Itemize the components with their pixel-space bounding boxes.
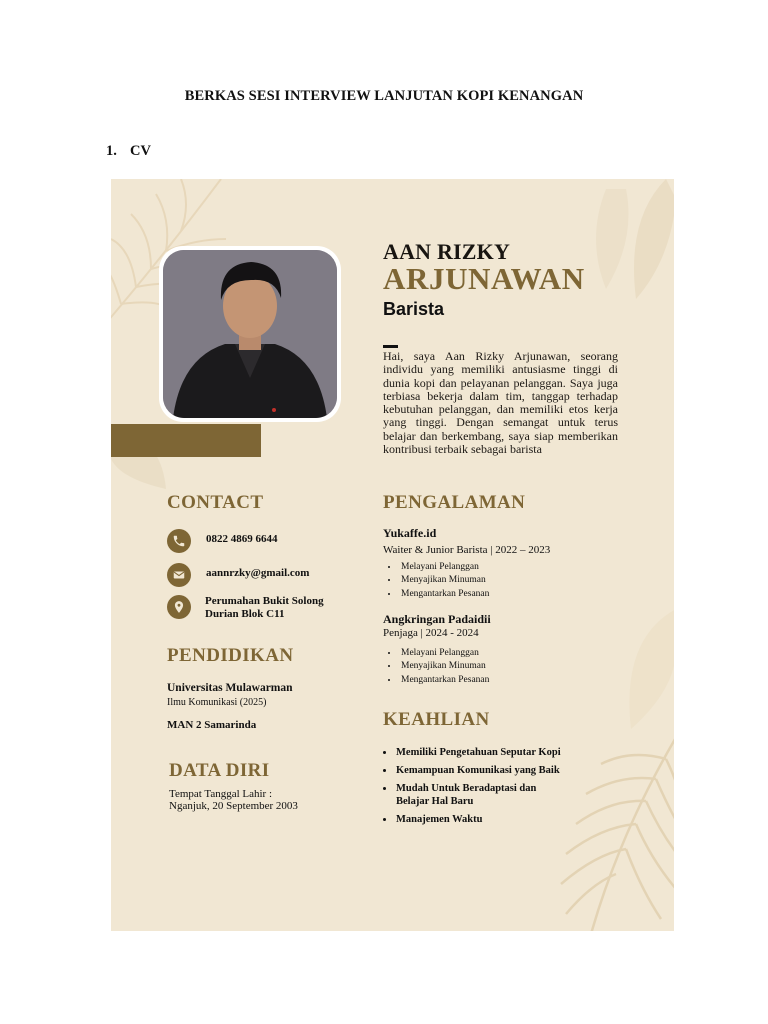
address-line-1: Perumahan Bukit Solong [205,595,324,607]
accent-bar [111,424,261,457]
skills-heading: KEAHLIAN [383,709,490,730]
divider-dash [383,345,398,348]
email-address: aannrzky@gmail.com [206,567,310,579]
section-number: 1. [106,143,117,159]
job-company: Angkringan Padaidii [383,612,491,626]
profile-photo [163,250,337,418]
leaf-mid-right-decoration [591,609,674,729]
first-name: AAN RIZKY [383,239,511,264]
job-task-list [387,561,489,601]
contact-phone-row [167,529,278,553]
list-item: • Mengantarkan Pesanan [399,674,489,687]
list-item: • Kemampuan Komunikasi yang Baik [395,764,615,777]
phone-icon [167,529,191,553]
university-major: Ilmu Komunikasi (2025) [167,697,267,708]
profile-photo-frame [159,246,341,422]
phone-number: 0822 4869 6644 [206,533,278,545]
high-school-name: MAN 2 Samarinda [167,719,257,731]
list-item: • Melayani Pelanggan [399,561,489,574]
job-title: Barista [383,299,445,319]
address [205,595,324,620]
experience-heading: PENGALAMAN [383,492,526,513]
list-item: • Menyajikan Minuman [399,660,489,673]
birth-value: Nganjuk, 20 September 2003 [169,800,298,812]
list-item: • Mengantarkan Pesanan [399,588,489,601]
list-item: • Menyajikan Minuman [399,574,489,587]
list-item: • Memiliki Pengetahuan Seputar Kopi [395,746,615,759]
job-role: Waiter & Junior Barista | 2022 – 2023 [383,544,551,556]
leaf-top-right-decoration [566,179,674,319]
list-item: • Mudah Untuk Beradaptasi dan Belajar Hal Baru [395,782,561,808]
location-pin-icon [167,595,191,619]
mail-icon [167,563,191,587]
contact-email-row [167,563,309,587]
university-name: Universitas Mulawarman [167,682,293,694]
skills-list [381,746,615,831]
contact-heading: CONTACT [167,492,264,513]
about-paragraph: Hai, saya Aan Rizky Arjunawan, seorang individu yang memiliki antusiasme tinggi di dunia kopi dan pelayanan pelanggan. Saya juga terbiasa bekerja dalam tim, tanggap terhadap kebutuhan pelanggan, dan memiliki etos kerja yang tinggi. Dengan semangat untuk terus belajar dan berkembang, saya siap memberikan kontribusi terbaik sebagai barista [383,349,618,457]
section-heading [106,143,151,160]
job-task-list [387,647,489,687]
last-name: ARJUNAWAN [383,261,585,296]
person-portrait-icon [163,250,337,418]
personal-data-heading: DATA DIRI [169,760,270,781]
job-company: Yukaffe.id [383,526,437,540]
document-title: BERKAS SESI INTERVIEW LANJUTAN KOPI KENANGAN [184,88,584,104]
contact-address-row [167,595,324,620]
list-item: • Manajemen Waktu [395,813,615,826]
section-label: CV [130,143,151,159]
birth-label: Tempat Tanggal Lahir : [169,788,273,800]
cv-image [111,179,674,931]
address-line-2: Durian Blok C11 [205,607,285,620]
job-role: Penjaga | 2024 - 2024 [383,627,479,639]
list-item: • Melayani Pelanggan [399,647,489,660]
education-heading: PENDIDIKAN [167,645,294,666]
